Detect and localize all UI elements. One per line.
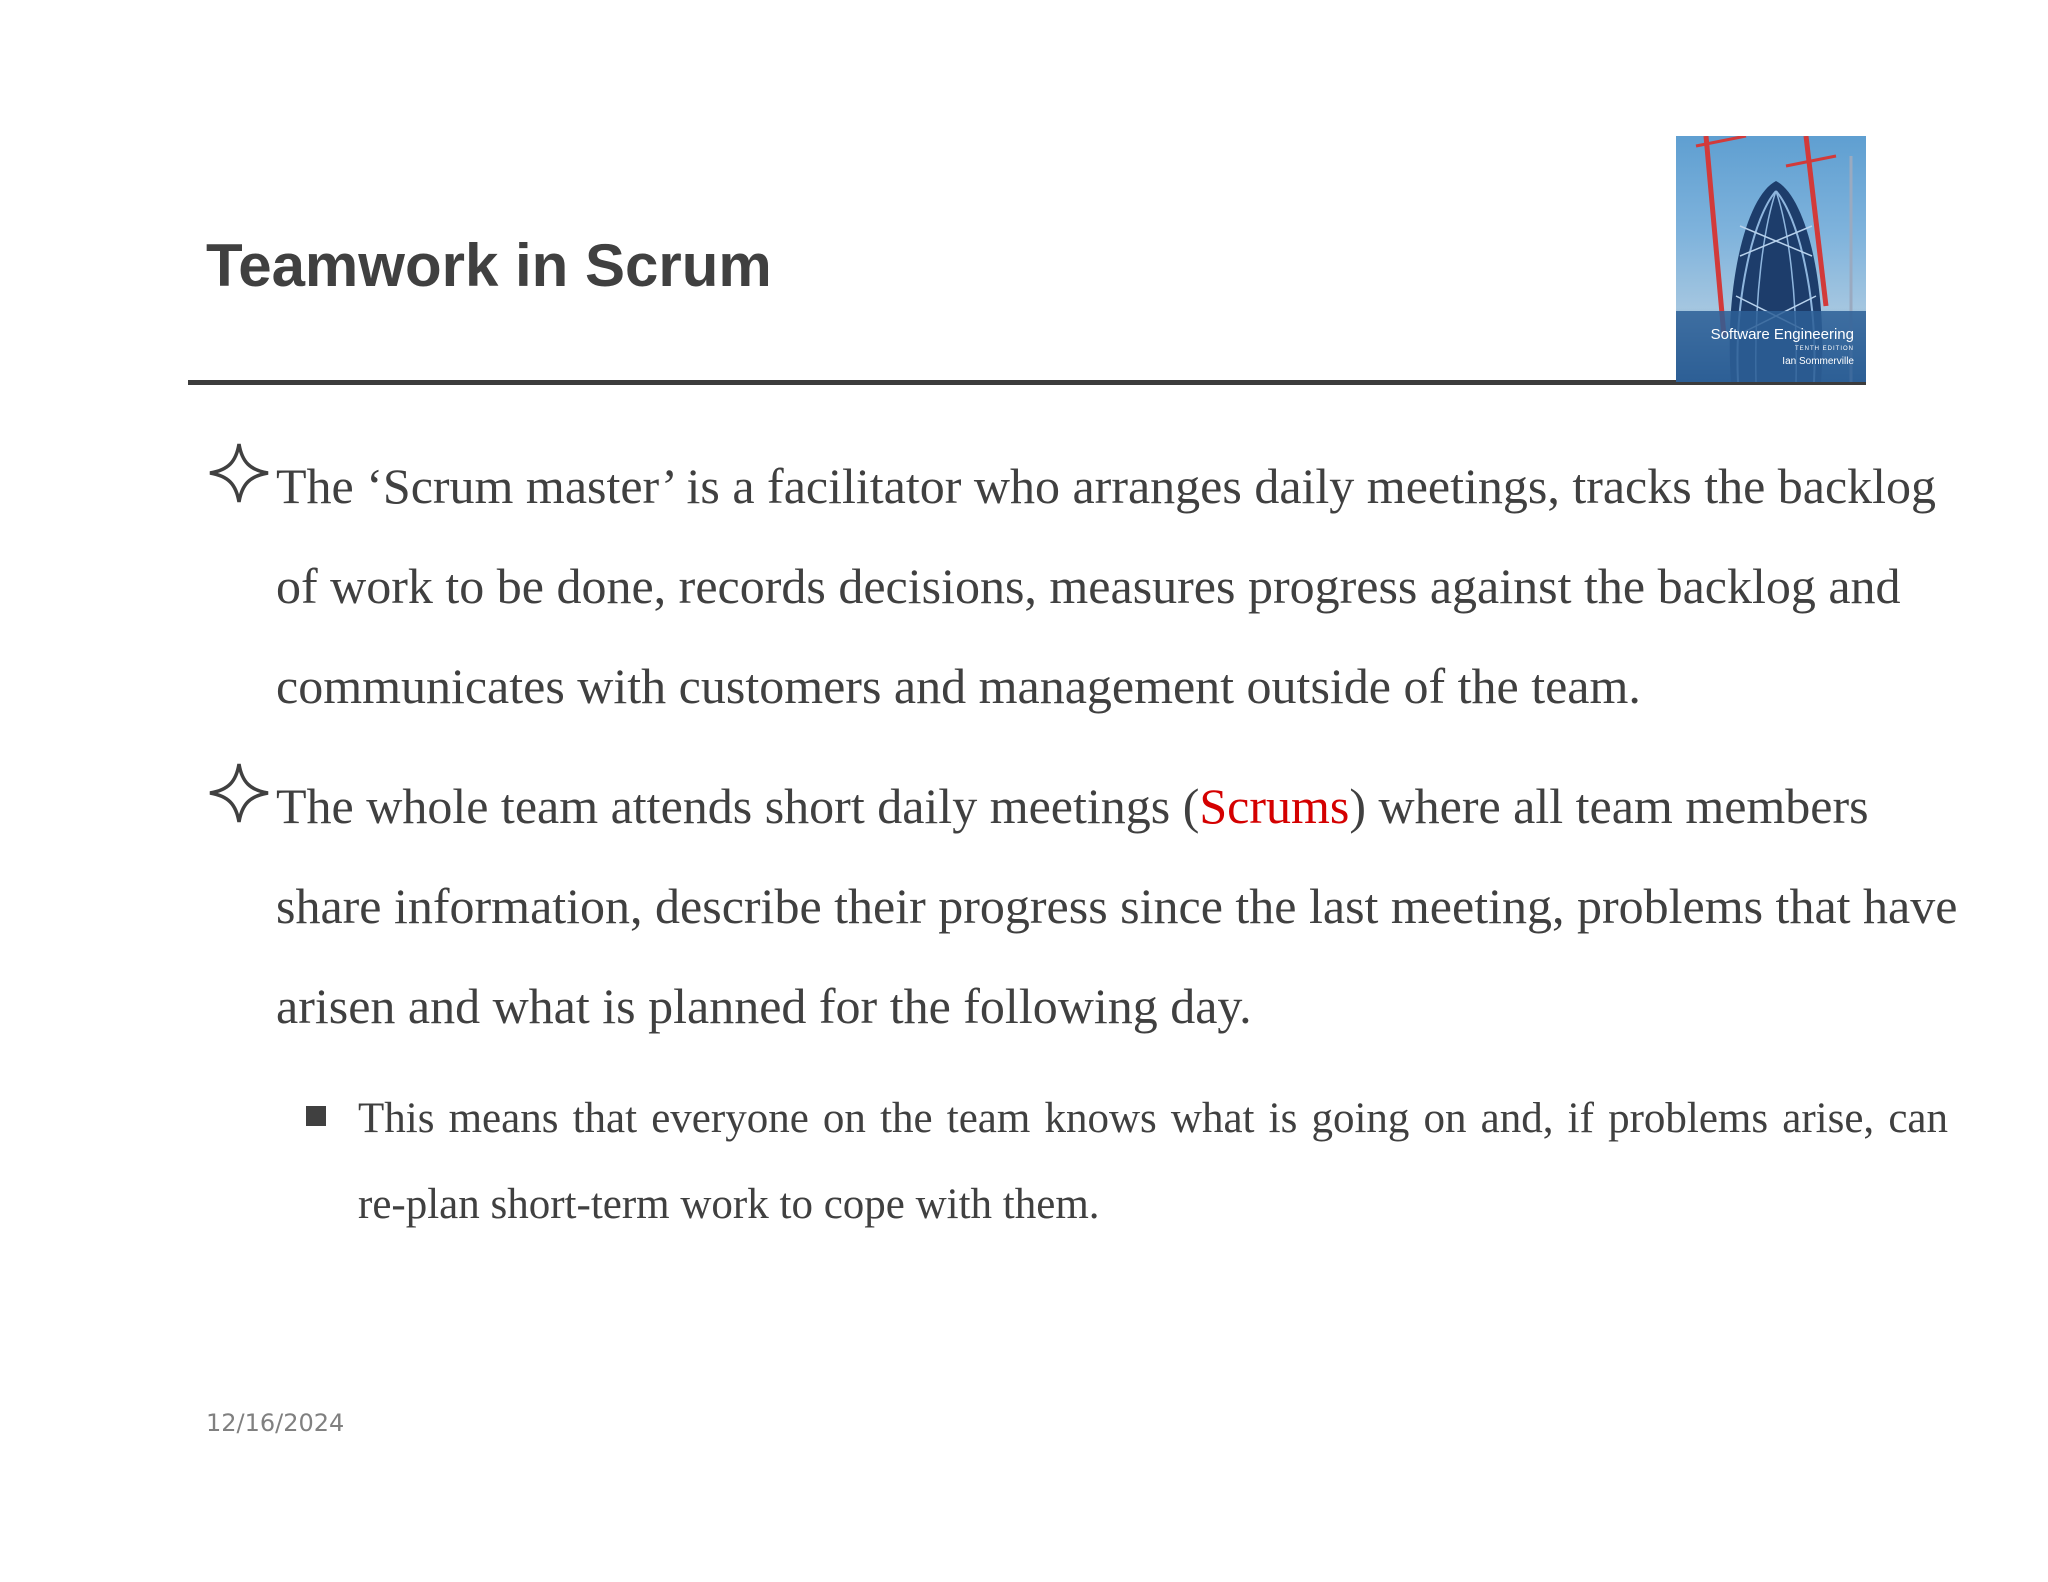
book-title: Software Engineering xyxy=(1710,326,1854,343)
slide-title: Teamwork in Scrum xyxy=(206,232,772,299)
book-author: Ian Sommerville xyxy=(1782,356,1854,367)
footer-date: 12/16/2024 xyxy=(206,1409,345,1437)
bullet-item xyxy=(206,756,1966,1056)
book-cover-image xyxy=(1676,136,1866,382)
square-bullet-icon xyxy=(306,1106,326,1126)
sub-bullet-text: This means that everyone on the team knows what is going on and, if problems arise, can re-plan short-term work to cope with them. xyxy=(358,1095,1948,1228)
bullet-item xyxy=(206,436,1966,736)
four-point-star-icon xyxy=(206,760,272,826)
slide-content xyxy=(206,436,1966,1248)
bullet-text-before: The whole team attends short daily meetings ( xyxy=(276,778,1200,834)
bullet-text xyxy=(276,756,1966,1056)
sub-bullet-item xyxy=(306,1076,1948,1248)
four-point-star-icon xyxy=(206,440,272,506)
scrums-highlight: Scrums xyxy=(1199,778,1350,834)
title-divider xyxy=(188,380,1866,385)
bullet-text: The ‘Scrum master’ is a facilitator who arranges daily meetings, tracks the backlog of work to be done, records decisions, measures progress against the backlog and communicates with customers and management outside of the team. xyxy=(276,458,1937,714)
book-edition: TENTH EDITION xyxy=(1795,346,1854,352)
bullet-text-after: ) where all team members share information, describe their progress since the last meeting, problems that have arisen and what is planned for the following day. xyxy=(276,778,1958,1034)
